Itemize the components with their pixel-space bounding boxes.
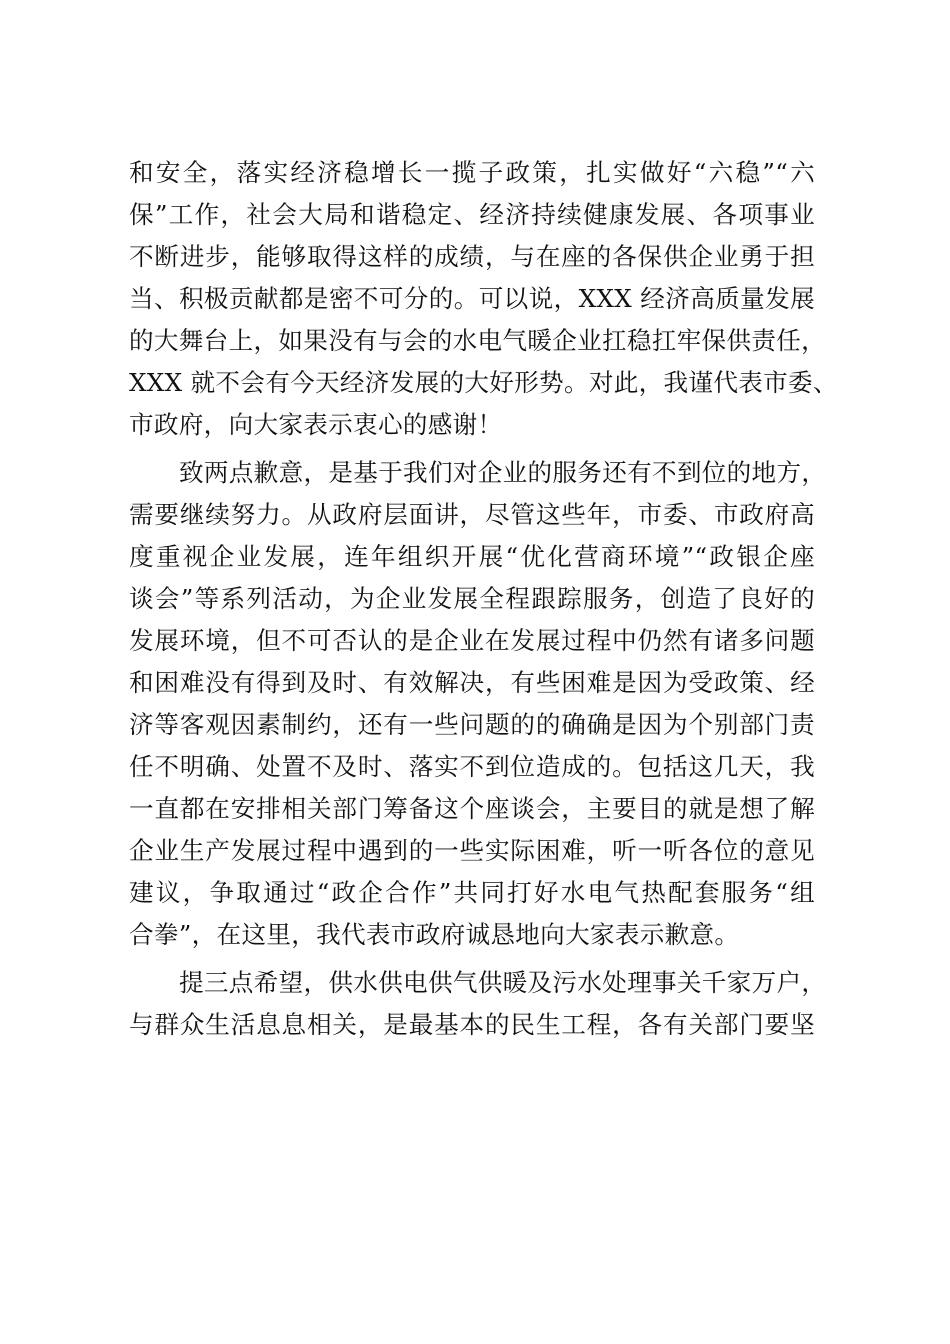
text-line: 度重视企业发展，连年组织开展“优化营商环境”“政银企座 — [129, 542, 815, 571]
text-line: 需要继续努力。从政府层面讲，尽管这些年，市委、市政府高 — [129, 500, 815, 529]
text-line: 发展环境，但不可否认的是企业在发展过程中仍然有诸多问题 — [129, 626, 815, 655]
text-line: 市政府，向大家表示衷心的感谢！ — [129, 410, 503, 439]
text-line: 企业生产发展过程中遇到的一些实际困难，听一听各位的意见 — [129, 836, 815, 865]
text-line: 不断进步，能够取得这样的成绩，与在座的各保供企业勇于担 — [129, 242, 815, 271]
paragraph — [129, 152, 838, 446]
text-line: 保”工作，社会大局和谐稳定、经济持续健康发展、各项事业 — [129, 200, 815, 229]
paragraph — [129, 452, 829, 956]
text-line: 的大舞台上，如果没有与会的水电气暖企业扛稳扛牢保供责任， — [129, 326, 827, 355]
text-line: 合拳”，在这里，我代表市政府诚恳地向大家表示歉意。 — [129, 920, 740, 949]
text-line: 提三点希望，供水供电供气供暖及污水处理事关千家万户， — [179, 968, 827, 997]
text-line: 一直都在安排相关部门筹备这个座谈会，主要目的就是想了解 — [129, 794, 815, 823]
paragraph — [129, 962, 829, 1046]
text-line: 和困难没有得到及时、有效解决，有些困难是因为受政策、经 — [129, 668, 815, 697]
text-line: 当、积极贡献都是密不可分的。可以说，XXX 经济高质量发展 — [129, 284, 815, 313]
text-line: 建议，争取通过“政企合作”共同打好水电气热配套服务“组 — [129, 878, 815, 907]
document-body — [129, 152, 838, 1046]
text-line: 和安全，落实经济稳增长一揽子政策，扎实做好“六稳”“六 — [129, 158, 815, 187]
text-line: 谈会”等系列活动，为企业发展全程跟踪服务，创造了良好的 — [129, 584, 815, 613]
text-line: 济等客观因素制约，还有一些问题的的确确是因为个别部门责 — [129, 710, 815, 739]
text-line: 与群众生活息息相关，是最基本的民生工程，各有关部门要坚 — [129, 1010, 815, 1039]
text-line: 任不明确、处置不及时、落实不到位造成的。包括这几天，我 — [129, 752, 815, 781]
text-line: XXX 就不会有今天经济发展的大好形势。对此，我谨代表市委、 — [129, 368, 838, 397]
text-line: 致两点歉意，是基于我们对企业的服务还有不到位的地方， — [179, 458, 827, 487]
